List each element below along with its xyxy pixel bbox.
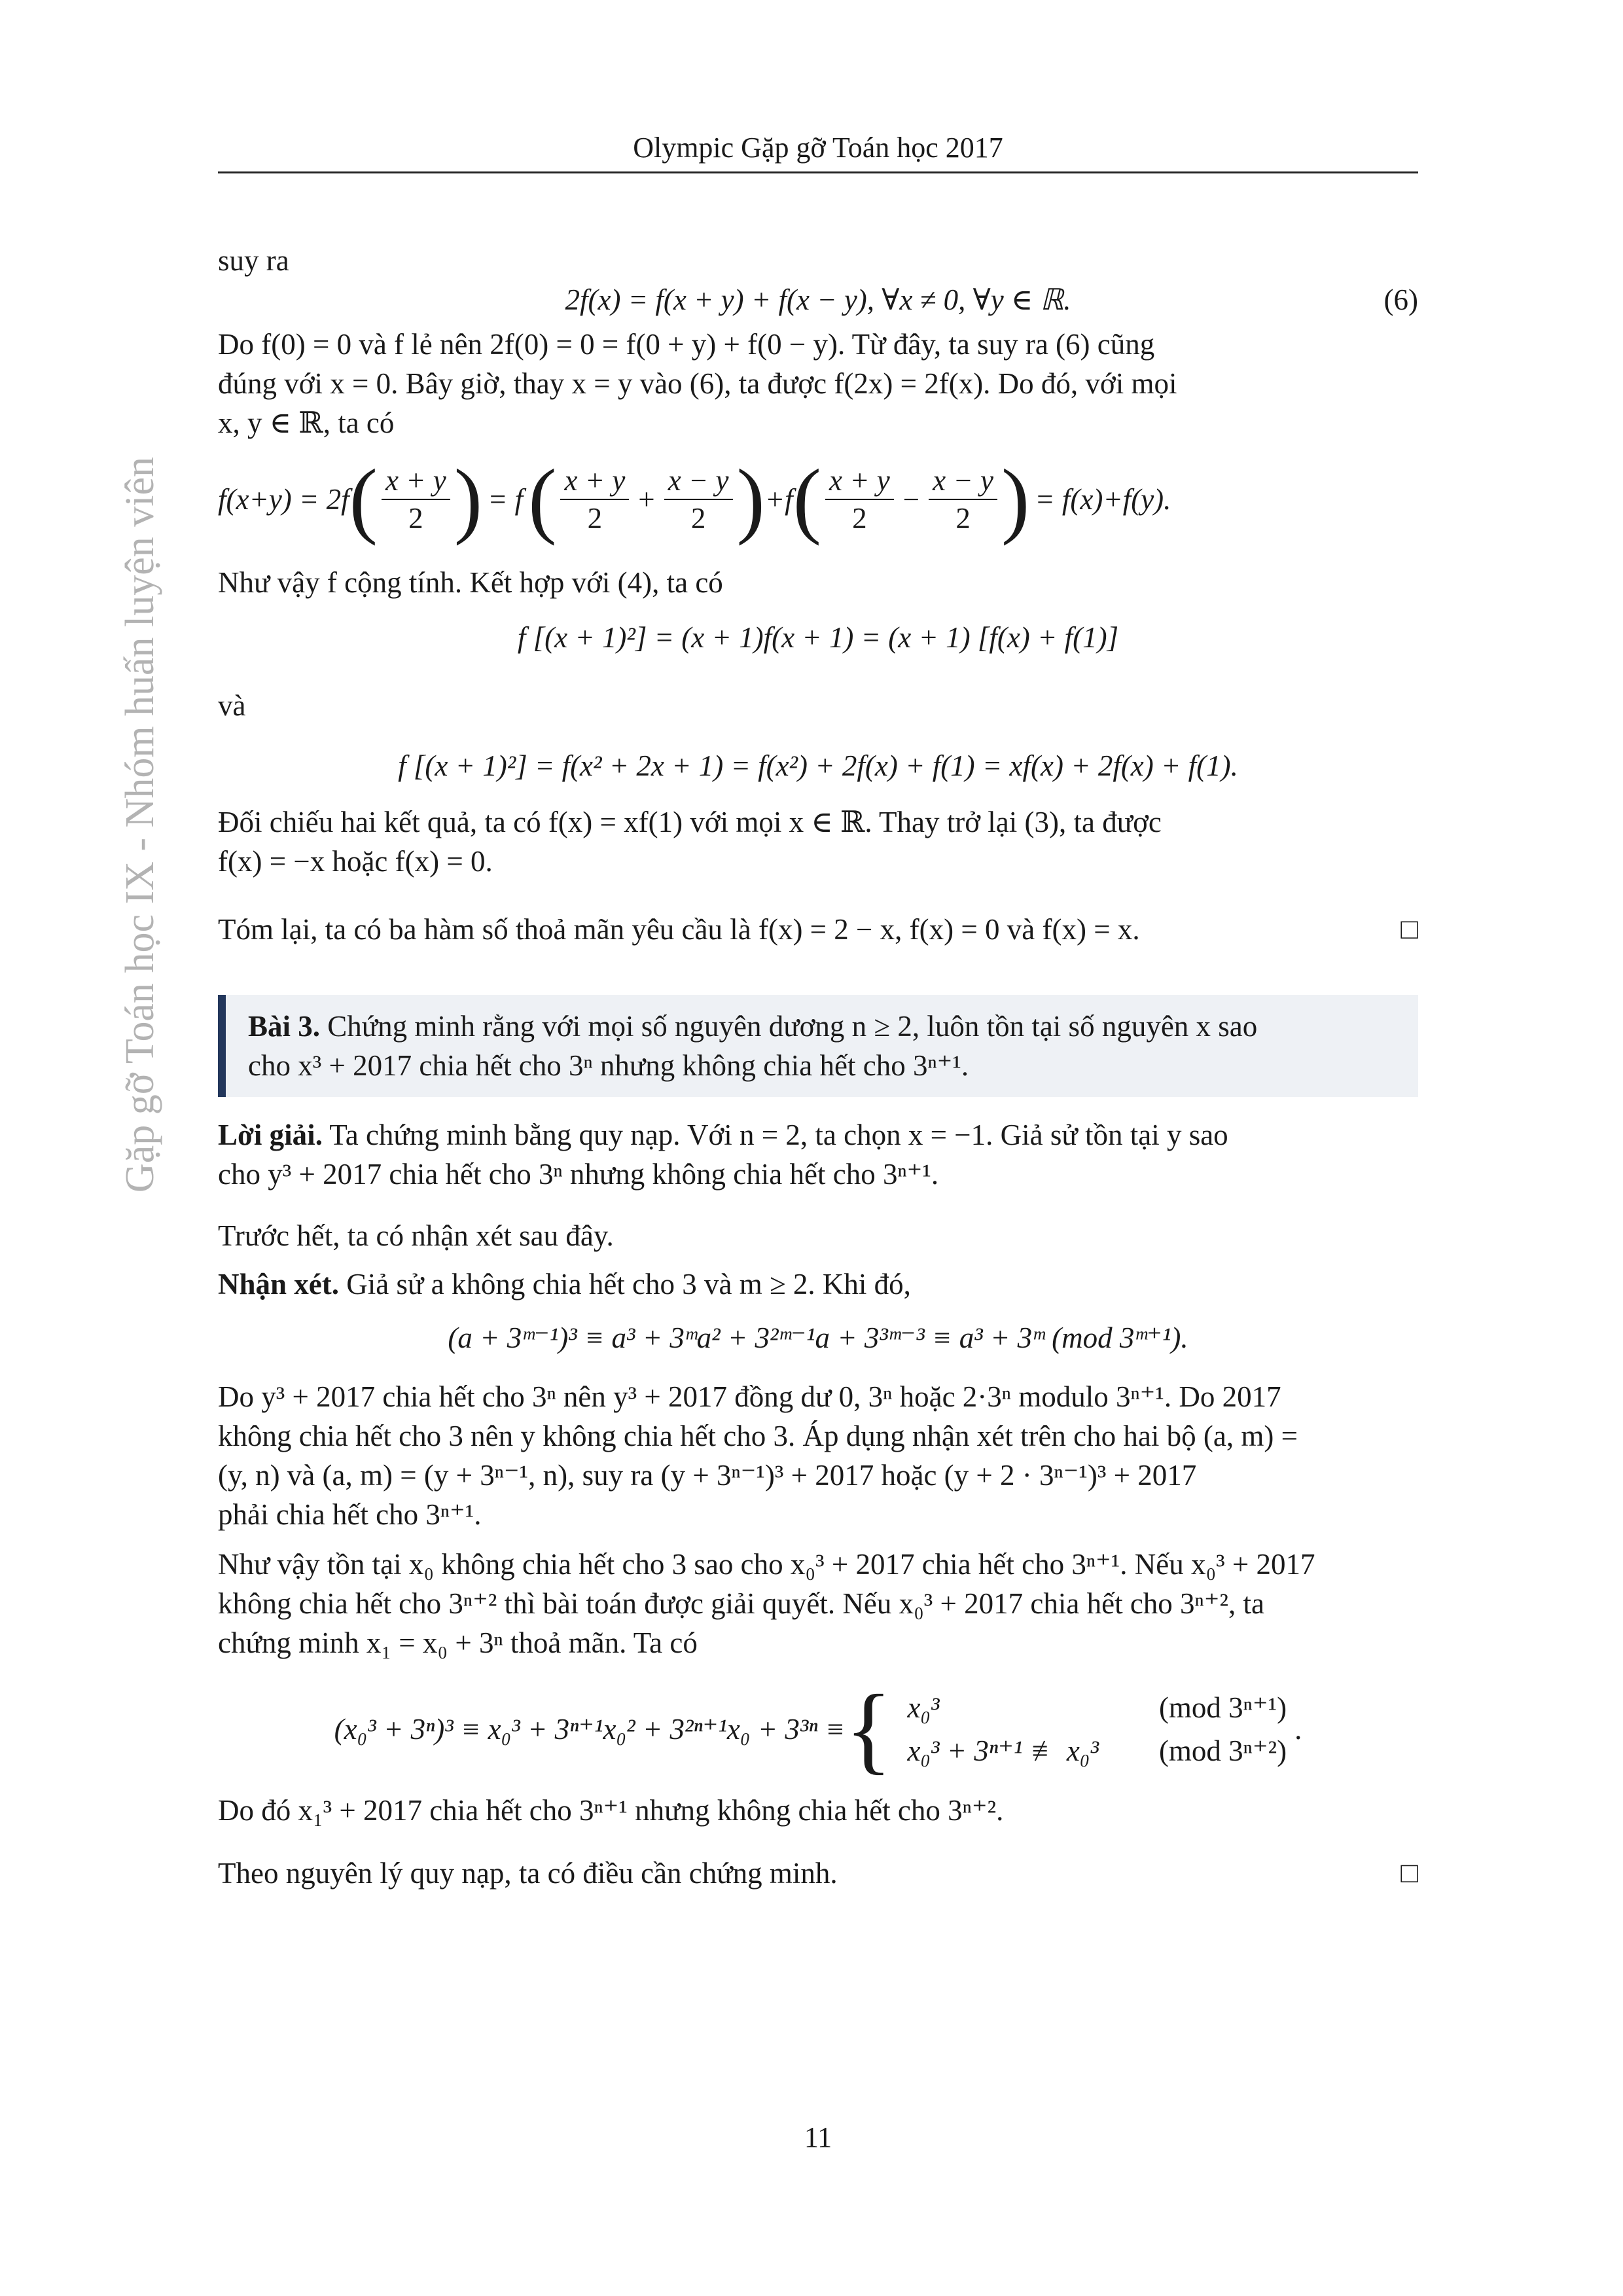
equation-square-1: f [(x + 1)²] = (x + 1)f(x + 1) = (x + 1) [f(x) + f(1)] — [517, 621, 1119, 654]
text-suy-ra: suy ra — [218, 244, 289, 277]
equation-additive-d: = f(x)+f(y). — [1035, 483, 1171, 516]
paragraph-1-line-1: Do f(0) = 0 và f lẻ nên 2f(0) = 0 = f(0 + y) + f(0 − y). Từ đây, ta suy ra (6) cũng — [218, 328, 1155, 361]
cases-block — [845, 1675, 1294, 1784]
text-va: và — [218, 689, 246, 722]
case-2-mod: (mod 3ⁿ⁺²) — [1158, 1734, 1287, 1767]
problem-label: Bài 3. — [248, 1010, 321, 1043]
equation-additive: f(x+y) = 2f ( $\frac{x + y}{2}$ ) = f ( $\frac{x + y}{2}$ + $\frac{x - y}{2}$ ) +f ( $\frac{x + y}{2}$ − $\frac{x - y}{2}$ ) = f(x)+f(y). — [218, 452, 1171, 547]
equation-6-body: 2f(x) = f(x + y) + f(x − y), ∀x ≠ 0, ∀y ∈ ℝ. — [565, 283, 1071, 316]
paragraph-5: Do y³ + 2017 chia hết cho 3ⁿ nên y³ + 2017 đồng dư 0, 3ⁿ hoặc 2·3ⁿ modulo 3ⁿ⁺¹. Do 2017 không chia hết cho 3 nên y không chia hết cho 3. Áp dụng nhận xét trên cho hai bộ (a, m) = (y, n) và (a, m) = (y + 3ⁿ⁻¹, n), suy ra (y + 3ⁿ⁻¹)³ + 2017 hoặc (y + 2 · 3ⁿ⁻¹)³ + 2017 phải chia hết cho 3ⁿ⁺¹. — [218, 1380, 1298, 1531]
page-number: 11 — [804, 2121, 832, 2153]
page-body — [218, 241, 1418, 1893]
solution-line-1: Lời giải. Ta chứng minh bằng quy nạp. Với n = 2, ta chọn x = −1. Giả sử tồn tại y sao — [218, 1119, 1228, 1151]
qed-square-2: □ — [1400, 1857, 1418, 1889]
solution-intro — [218, 1115, 1418, 1194]
equation-square-2: f [(x + 1)²] = f(x² + 2x + 1) = f(x²) + 2f(x) + f(1) = xf(x) + 2f(x) + f(1). — [398, 749, 1238, 782]
remark-label: Nhận xét. — [218, 1268, 340, 1300]
case-1-expr: x₀³ — [907, 1691, 940, 1724]
equation-additive-b: = f — [488, 483, 524, 516]
paragraph-2: Như vậy f cộng tính. Kết hợp với (4), ta có — [218, 566, 723, 599]
equation-final: (x₀³ + 3ⁿ)³ ≡ x₀³ + 3ⁿ⁺¹x₀² + 3²ⁿ⁺¹x₀ + 3³ⁿ ≡ { x₀³ (mod 3ⁿ⁺¹) x₀³ + 3ⁿ⁺¹ ≢ x₀³ (mod 3ⁿ⁺²) . — [334, 1675, 1302, 1784]
problem-box — [218, 995, 1418, 1097]
case-1-mod: (mod 3ⁿ⁺¹) — [1158, 1691, 1287, 1724]
problem-line-1: Bài 3. Chứng minh rằng với mọi số nguyên dương n ≥ 2, luôn tồn tại số nguyên x sao — [248, 1010, 1258, 1043]
case-2-expr: x₀³ + 3ⁿ⁺¹ ≢ x₀³ — [907, 1734, 1099, 1767]
remark: Nhận xét. Giả sử a không chia hết cho 3 và m ≥ 2. Khi đó, — [218, 1268, 911, 1300]
paragraph-3-line-2: f(x) = −x hoặc f(x) = 0. — [218, 845, 493, 878]
header-rule — [218, 171, 1418, 173]
side-watermark: Gặp gỡ Toán học IX - Nhóm huấn luyện viên — [118, 456, 162, 1193]
paragraph-7: Do đó x₁³ + 2017 chia hết cho 3ⁿ⁺¹ nhưng không chia hết cho 3ⁿ⁺². — [218, 1794, 1004, 1827]
solution-label: Lời giải. — [218, 1119, 323, 1151]
brace-left: { — [845, 1675, 893, 1784]
paren-left: ( — [349, 452, 378, 547]
equation-6-tag: (6) — [1383, 283, 1418, 316]
paragraph-8: Theo nguyên lý quy nạp, ta có điều cần chứng minh. □ — [218, 1854, 1418, 1893]
equation-remark: (a + 3ᵐ⁻¹)³ ≡ a³ + 3ᵐa² + 3²ᵐ⁻¹a + 3³ᵐ⁻³ ≡ a³ + 3ᵐ (mod 3ᵐ⁺¹). — [448, 1321, 1188, 1354]
equation-6 — [218, 280, 1418, 322]
solution-line-2: cho y³ + 2017 chia hết cho 3ⁿ nhưng không chia hết cho 3ⁿ⁺¹. — [218, 1158, 939, 1191]
fraction-x-plus-y: $\frac{x + y}{2}$ — [382, 462, 450, 537]
paren-right: ) — [454, 452, 483, 547]
paragraph-1 — [218, 325, 1418, 442]
solution-line-3: Trước hết, ta có nhận xét sau đây. — [218, 1219, 614, 1252]
paragraph-4: Tóm lại, ta có ba hàm số thoả mãn yêu cầu là f(x) = 2 − x, f(x) = 0 và f(x) = x. □ — [218, 910, 1418, 949]
paragraph-6: Như vậy tồn tại x₀ không chia hết cho 3 sao cho x₀³ + 2017 chia hết cho 3ⁿ⁺¹. Nếu x₀³ + 2017 không chia hết cho 3ⁿ⁺² thì bài toán được giải quyết. Nếu x₀³ + 2017 chia hết cho 3ⁿ⁺², ta chứng minh x₁ = x₀ + 3ⁿ thoả mãn. Ta có — [218, 1548, 1315, 1659]
paragraph-3-line-1: Đối chiếu hai kết quả, ta có f(x) = xf(1) với mọi x ∈ ℝ. Thay trở lại (3), ta được — [218, 806, 1162, 838]
qed-square-1: □ — [1400, 913, 1418, 945]
paragraph-1-line-2: đúng với x = 0. Bây giờ, thay x = y vào (6), ta được f(2x) = 2f(x). Do đó, với mọi — [218, 367, 1177, 400]
problem-line-2: cho x³ + 2017 chia hết cho 3ⁿ nhưng không chia hết cho 3ⁿ⁺¹. — [248, 1049, 969, 1082]
equation-additive-c: +f — [764, 483, 793, 516]
equation-additive-a: f(x+y) = 2f — [218, 483, 349, 516]
paragraph-3 — [218, 802, 1418, 881]
running-title: Olympic Gặp gỡ Toán học 2017 — [633, 132, 1003, 164]
paragraph-1-line-3: x, y ∈ ℝ, ta có — [218, 406, 395, 439]
